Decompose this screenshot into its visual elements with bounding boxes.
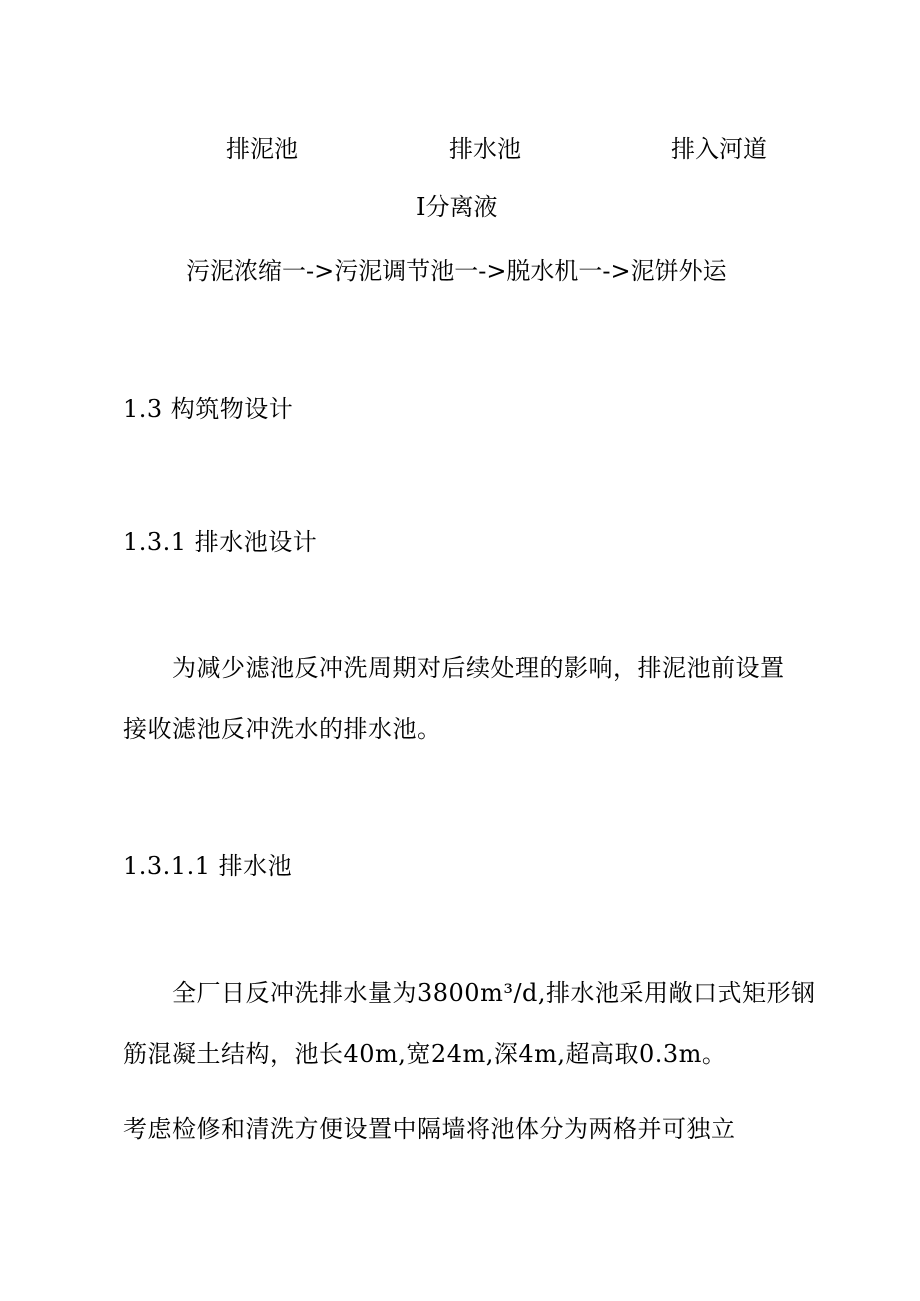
flow-node-river: 排入河道 (671, 135, 767, 163)
section-heading-1-3-1-1: 1.3.1.1 排水池 (123, 852, 293, 880)
paragraph-2-line-1: 全厂日反冲洗排水量为3800m³/d,排水池采用敞口式矩形钢 (172, 979, 816, 1007)
flow-node-separated-liquid: I分离液 (416, 193, 498, 221)
paragraph-1-line-1: 为减少滤池反冲洗周期对后续处理的影响，排泥池前设置 (172, 654, 785, 682)
paragraph-2-line-2: 筋混凝土结构，池长40m,宽24m,深4m,超高取0.3m。 (123, 1040, 727, 1068)
paragraph-3-line-1: 考虑检修和清洗方便设置中隔墙将池体分为两格并可独立 (123, 1115, 736, 1143)
paragraph-1-line-2: 接收滤池反冲洗水的排水池。 (123, 715, 442, 743)
section-heading-1-3-1: 1.3.1 排水池设计 (123, 528, 318, 556)
flow-node-drain-tank: 排水池 (449, 135, 521, 163)
flow-node-sludge-tank: 排泥池 (226, 135, 298, 163)
section-heading-1-3: 1.3 构筑物设计 (123, 395, 294, 423)
flow-chain-sludge: 污泥浓缩一->污泥调节池一->脱水机一->泥饼外运 (186, 257, 727, 285)
